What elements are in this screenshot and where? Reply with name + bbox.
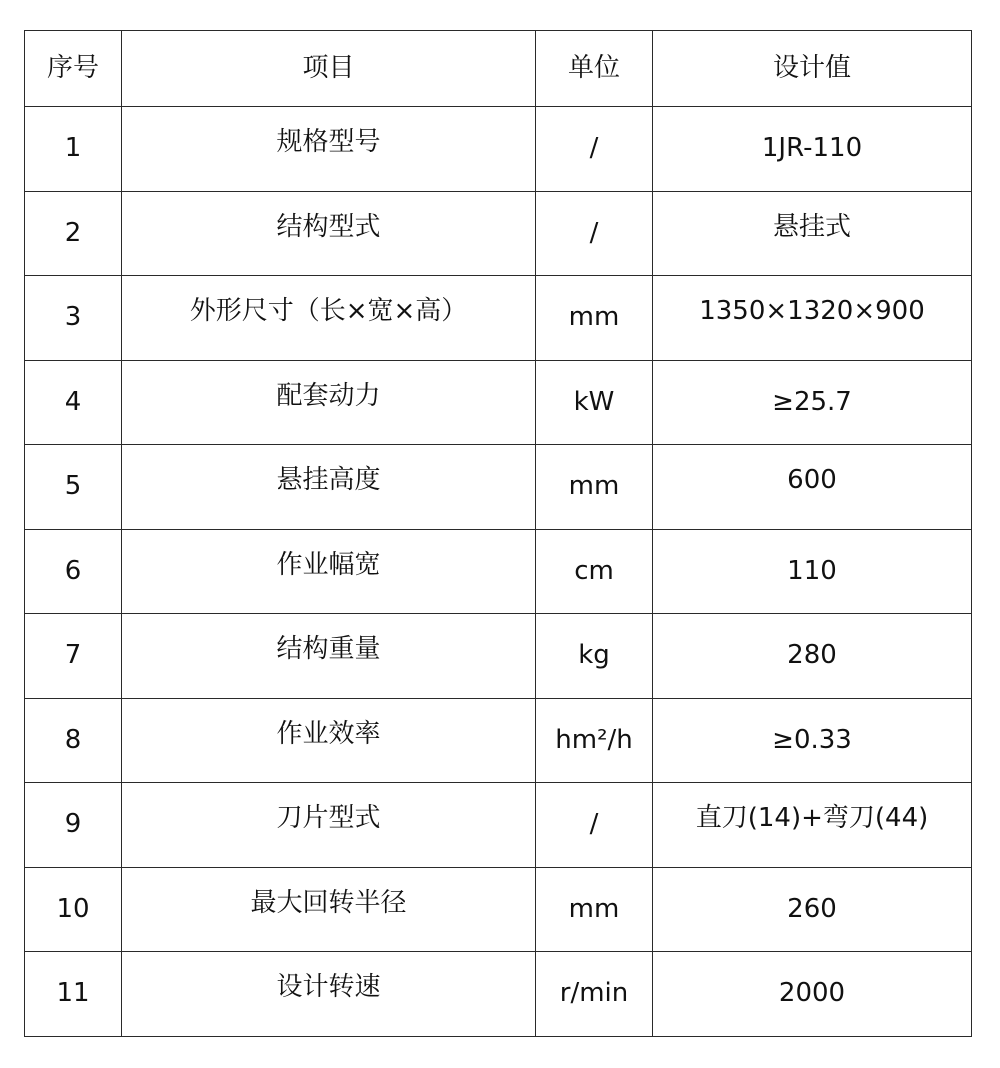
header-item: 项目 <box>122 31 536 107</box>
row-item-text: 最大回转半径 <box>250 887 407 918</box>
row-value-text: 直刀(14)+弯刀(44) <box>695 803 929 834</box>
row-value: ≥0.33 <box>653 698 972 783</box>
row-value <box>653 445 972 530</box>
row-index: 7 <box>25 614 122 699</box>
row-item <box>122 783 536 868</box>
row-index: 4 <box>25 360 122 445</box>
row-item <box>122 445 536 530</box>
row-value <box>653 783 972 868</box>
row-item-text: 结构重量 <box>276 634 381 665</box>
row-value: 260 <box>653 867 972 952</box>
row-item <box>122 614 536 699</box>
header-row <box>25 31 972 107</box>
row-value: 2000 <box>653 952 972 1037</box>
table-row <box>25 952 972 1037</box>
row-unit: / <box>536 191 653 276</box>
row-item-text: 配套动力 <box>276 380 381 411</box>
row-value <box>653 191 972 276</box>
row-unit: / <box>536 107 653 192</box>
row-unit: hm²/h <box>536 698 653 783</box>
row-value: 280 <box>653 614 972 699</box>
row-index: 6 <box>25 529 122 614</box>
table-row <box>25 445 972 530</box>
row-index: 8 <box>25 698 122 783</box>
row-unit: r/min <box>536 952 653 1037</box>
row-value-text: 1350×1320×900 <box>699 296 925 327</box>
table-row <box>25 783 972 868</box>
row-index: 10 <box>25 867 122 952</box>
row-item <box>122 360 536 445</box>
row-value: 110 <box>653 529 972 614</box>
table-row <box>25 529 972 614</box>
row-item-text: 作业效率 <box>276 718 381 749</box>
row-value: ≥25.7 <box>653 360 972 445</box>
spec-table <box>24 30 972 1037</box>
row-item-text: 规格型号 <box>276 127 381 158</box>
row-unit: mm <box>536 445 653 530</box>
table-row <box>25 107 972 192</box>
row-item <box>122 698 536 783</box>
row-index: 2 <box>25 191 122 276</box>
table-row <box>25 191 972 276</box>
row-index: 11 <box>25 952 122 1037</box>
row-unit: mm <box>536 867 653 952</box>
row-item-text: 设计转速 <box>276 972 381 1003</box>
table-row <box>25 276 972 361</box>
row-value-text: 600 <box>787 465 837 496</box>
row-item <box>122 529 536 614</box>
row-unit: kg <box>536 614 653 699</box>
row-value-text: 悬挂式 <box>772 211 851 242</box>
row-item <box>122 107 536 192</box>
row-item-text: 外形尺寸（长×宽×高） <box>189 296 468 327</box>
row-value: 1JR-110 <box>653 107 972 192</box>
row-unit: cm <box>536 529 653 614</box>
row-item-text: 悬挂高度 <box>276 465 381 496</box>
row-unit: / <box>536 783 653 868</box>
row-item-text: 结构型式 <box>276 211 381 242</box>
row-unit: mm <box>536 276 653 361</box>
row-value <box>653 276 972 361</box>
row-index: 1 <box>25 107 122 192</box>
row-item-text: 刀片型式 <box>276 803 381 834</box>
table-row <box>25 867 972 952</box>
row-index: 9 <box>25 783 122 868</box>
header-index: 序号 <box>25 31 122 107</box>
row-item <box>122 867 536 952</box>
row-index: 3 <box>25 276 122 361</box>
row-unit: kW <box>536 360 653 445</box>
table-row <box>25 698 972 783</box>
row-index: 5 <box>25 445 122 530</box>
row-item <box>122 952 536 1037</box>
row-item-text: 作业幅宽 <box>276 549 381 580</box>
row-item <box>122 276 536 361</box>
row-item <box>122 191 536 276</box>
table-row <box>25 614 972 699</box>
header-value: 设计值 <box>653 31 972 107</box>
table-row <box>25 360 972 445</box>
header-unit: 单位 <box>536 31 653 107</box>
